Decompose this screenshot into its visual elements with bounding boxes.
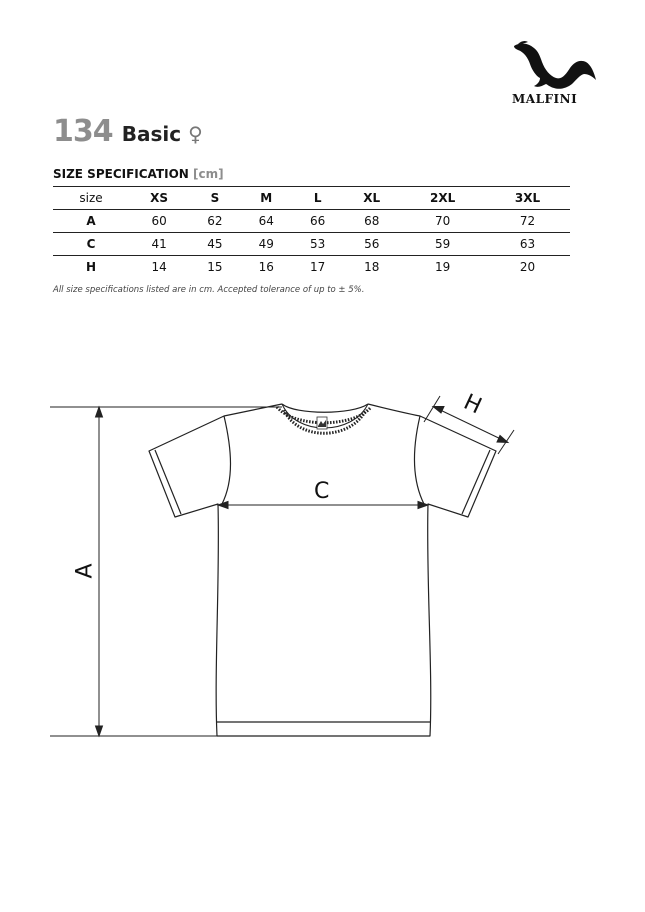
product-title	[53, 114, 203, 149]
spec-unit: [cm]	[193, 167, 224, 181]
label-c: C	[314, 479, 330, 504]
table-cell: 72	[485, 210, 570, 233]
table-cell: 16	[258, 260, 274, 274]
row-label: A	[53, 210, 129, 233]
table-cell: 63	[485, 233, 570, 256]
table-row-a	[53, 210, 570, 233]
header-size: 3XL	[485, 187, 570, 210]
brand-name: MALFINI	[512, 92, 578, 106]
table-cell: 64	[241, 210, 292, 233]
table-cell: 68	[343, 210, 400, 233]
table-cell: 18	[364, 260, 380, 274]
female-symbol: ♀	[188, 122, 203, 146]
product-code: 134	[53, 114, 113, 149]
table-header-row	[53, 187, 570, 210]
table-cell: 66	[292, 210, 343, 233]
table-cell: 14	[151, 260, 167, 274]
header-size: L	[292, 187, 343, 210]
size-table	[53, 186, 570, 278]
table-cell: 59	[400, 233, 485, 256]
tshirt-diagram	[0, 380, 645, 764]
table-cell: 41	[129, 233, 189, 256]
header-size: XL	[343, 187, 400, 210]
table-cell: 56	[343, 233, 400, 256]
header-size: M	[241, 187, 292, 210]
brand-logo	[508, 40, 600, 110]
table-cell: 49	[241, 233, 292, 256]
header-size: 2XL	[400, 187, 485, 210]
table-cell: 62	[189, 210, 240, 233]
table-row-c	[53, 233, 570, 256]
label-h: H	[459, 389, 486, 420]
table-cell: 20	[519, 260, 536, 274]
row-label: C	[53, 233, 129, 256]
table-cell: 15	[207, 260, 223, 274]
header-size: XS	[129, 187, 189, 210]
table-cell: 53	[292, 233, 343, 256]
tolerance-note: All size specifications listed are in cm. Accepted tolerance of up to ± 5%.	[53, 285, 365, 295]
eagle-icon	[512, 40, 598, 90]
product-name: Basic	[121, 122, 182, 146]
table-cell: 70	[400, 210, 485, 233]
label-a: A	[72, 563, 98, 579]
spec-heading	[53, 167, 224, 181]
table-cell: 17	[310, 260, 326, 274]
header-size-label: size	[53, 187, 129, 210]
table-cell: 60	[129, 210, 189, 233]
table-row-h	[53, 256, 570, 279]
spec-title: SIZE SPECIFICATION	[53, 167, 189, 181]
row-label: H	[85, 260, 97, 274]
header-size: S	[189, 187, 240, 210]
table-cell: 19	[434, 260, 451, 274]
table-cell: 45	[189, 233, 240, 256]
